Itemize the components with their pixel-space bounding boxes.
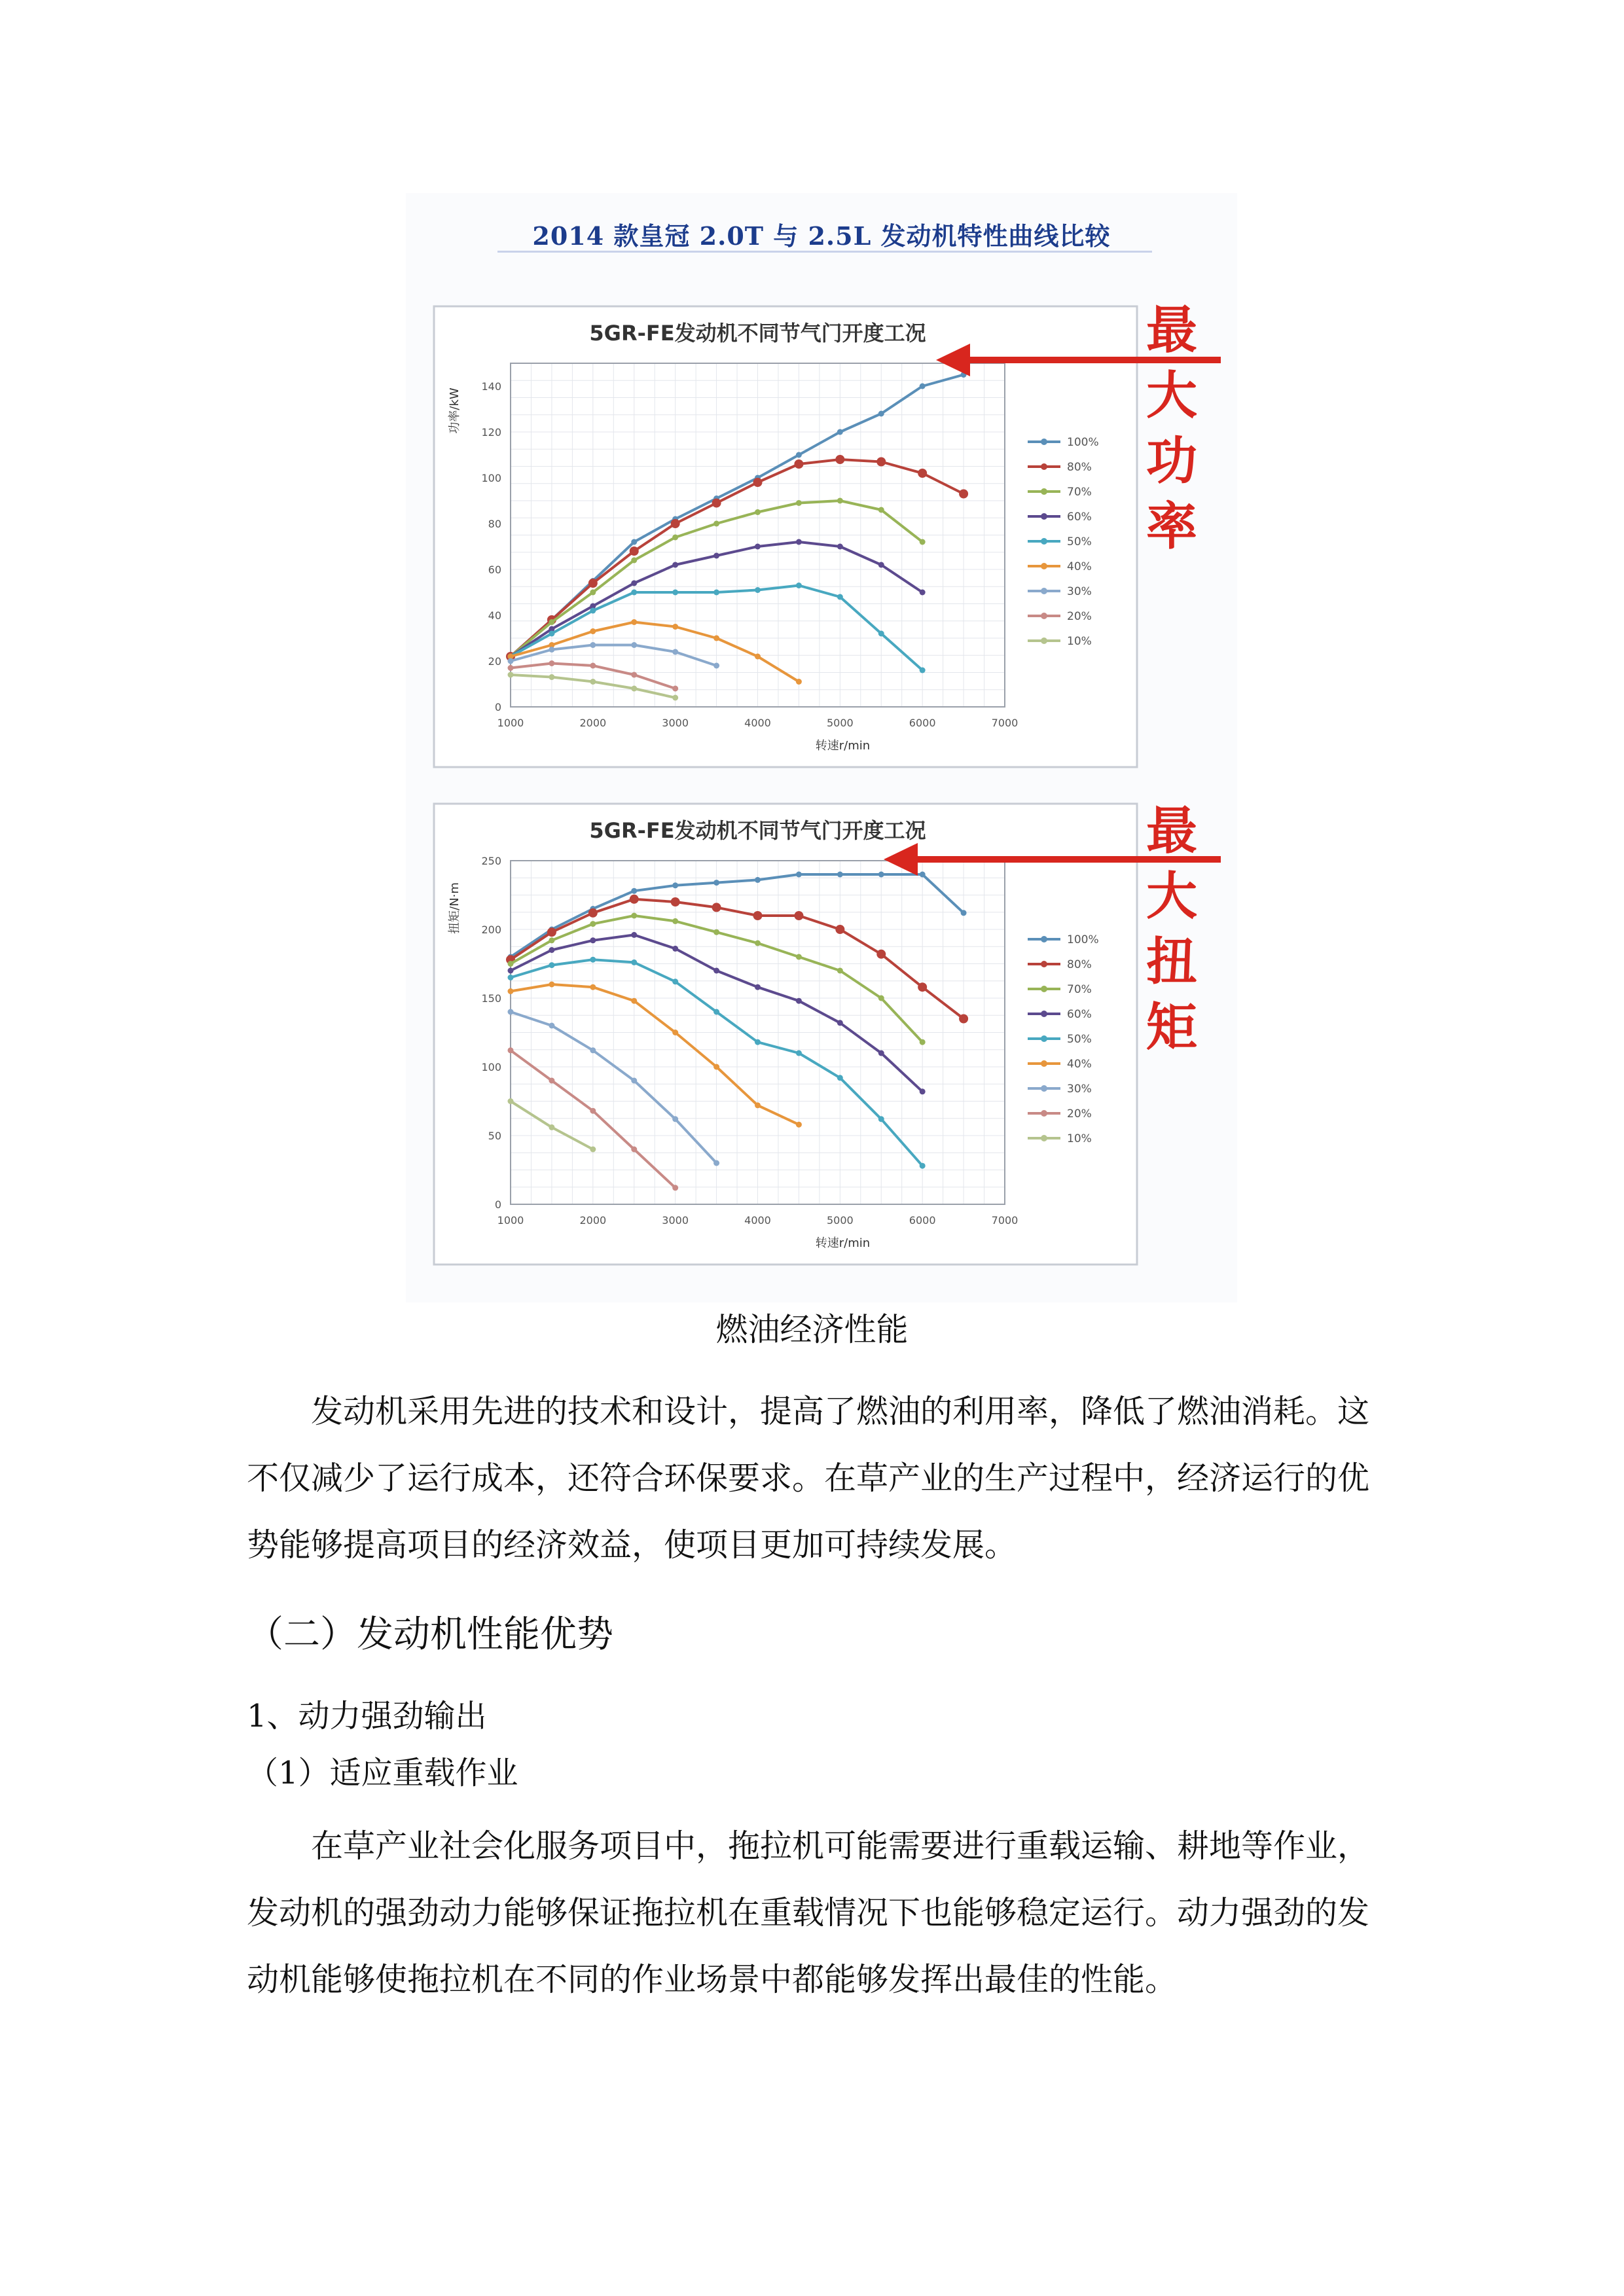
- legend-marker: [1041, 439, 1047, 445]
- text-line: 发动机采用先进的技术和设计，提高了燃油的利用率，降低了燃油消耗。: [311, 1393, 1338, 1430]
- data-point: [835, 455, 844, 464]
- y-tick-label: 60: [488, 564, 501, 576]
- x-tick-label: 3000: [662, 717, 689, 729]
- data-point: [712, 499, 721, 508]
- data-point: [755, 1102, 761, 1108]
- y-tick-label: 250: [481, 855, 501, 867]
- data-point: [755, 587, 761, 593]
- data-point: [631, 558, 637, 564]
- data-point: [672, 918, 678, 924]
- legend-label: 10%: [1067, 635, 1092, 648]
- data-point: [796, 998, 802, 1004]
- legend-marker: [1041, 1011, 1047, 1017]
- data-point: [547, 927, 556, 937]
- data-point: [794, 459, 803, 469]
- data-point: [755, 1039, 761, 1045]
- data-point: [713, 553, 719, 559]
- data-point: [549, 631, 554, 637]
- y-tick-label: 200: [481, 924, 501, 936]
- data-point: [631, 960, 637, 965]
- text-line: 业，发动机的强劲动力能够保证拖拉机在重载情况下也能够稳定运行。动力强: [247, 1827, 1370, 1931]
- data-point: [837, 429, 843, 435]
- data-point: [549, 660, 554, 666]
- data-point: [672, 686, 678, 692]
- data-point: [920, 1039, 926, 1045]
- x-tick-label: 1000: [497, 717, 524, 729]
- callout-char: 率: [1146, 497, 1197, 556]
- data-point: [713, 1064, 719, 1070]
- data-point: [590, 1047, 596, 1053]
- data-point: [713, 929, 719, 935]
- x-tick-label: 7000: [991, 1214, 1019, 1227]
- y-tick-label: 40: [488, 609, 501, 622]
- data-point: [590, 590, 596, 596]
- legend-label: 20%: [1067, 610, 1092, 623]
- data-point: [796, 500, 802, 506]
- data-point: [713, 968, 719, 974]
- data-point: [508, 1009, 514, 1015]
- data-point: [713, 590, 719, 596]
- legend-marker: [1041, 1035, 1047, 1042]
- x-tick-label: 7000: [991, 717, 1019, 729]
- data-point: [837, 872, 843, 878]
- data-point: [961, 910, 967, 916]
- data-point: [796, 954, 802, 960]
- data-point: [631, 1078, 637, 1084]
- engine-characteristic-figure: [406, 193, 1237, 1302]
- data-point: [796, 1050, 802, 1056]
- x-tick-label: 3000: [662, 1214, 689, 1227]
- data-point: [672, 649, 678, 655]
- legend-label: 80%: [1067, 461, 1092, 474]
- max-power-callout: [1142, 298, 1201, 560]
- data-point: [631, 888, 637, 894]
- x-tick-label: 4000: [744, 717, 771, 729]
- data-point: [794, 911, 803, 920]
- data-point: [549, 937, 554, 943]
- callout-char: 矩: [1146, 998, 1197, 1057]
- data-point: [878, 996, 884, 1001]
- x-tick-label: 5000: [826, 717, 854, 729]
- data-point: [631, 1147, 637, 1153]
- legend-label: 100%: [1067, 933, 1099, 946]
- y-tick-label: 20: [488, 655, 501, 668]
- legend-marker: [1041, 961, 1047, 967]
- data-point: [631, 932, 637, 938]
- legend-marker: [1041, 488, 1047, 495]
- data-point: [590, 957, 596, 963]
- data-point: [713, 1009, 719, 1015]
- data-point: [713, 1160, 719, 1166]
- x-tick-label: 2000: [579, 1214, 607, 1227]
- data-point: [590, 921, 596, 927]
- legend-marker: [1041, 1060, 1047, 1067]
- data-point: [878, 507, 884, 513]
- x-axis-label: 转速r/min: [815, 739, 871, 753]
- data-point: [590, 1108, 596, 1114]
- legend-marker: [1041, 463, 1047, 470]
- data-point: [920, 384, 926, 389]
- data-point: [878, 1050, 884, 1056]
- legend-marker: [1041, 563, 1047, 569]
- data-point: [508, 988, 514, 994]
- data-point: [672, 562, 678, 568]
- legend-marker: [1041, 513, 1047, 520]
- data-point: [755, 984, 761, 990]
- data-point: [549, 619, 554, 625]
- data-point: [837, 1020, 843, 1026]
- data-point: [672, 590, 678, 596]
- data-point: [672, 624, 678, 630]
- legend-label: 50%: [1067, 535, 1092, 548]
- data-point: [588, 579, 598, 588]
- data-point: [837, 498, 843, 504]
- legend-label: 70%: [1067, 486, 1092, 499]
- data-point: [549, 1078, 554, 1084]
- data-point: [590, 984, 596, 990]
- text-line: 的优势能够提高项目的经济效益，使项目更加可持续发展。: [247, 1460, 1370, 1564]
- data-point: [671, 897, 680, 906]
- y-tick-label: 120: [481, 426, 501, 439]
- y-axis-label: 功率/kW: [448, 387, 461, 434]
- data-point: [630, 895, 639, 904]
- data-point: [713, 636, 719, 641]
- legend-label: 80%: [1067, 958, 1092, 971]
- data-point: [549, 1023, 554, 1029]
- data-point: [631, 590, 637, 596]
- data-point: [590, 663, 596, 669]
- legend-label: 70%: [1067, 983, 1092, 996]
- legend-marker: [1041, 1135, 1047, 1141]
- data-point: [672, 695, 678, 701]
- data-point: [549, 647, 554, 653]
- max-torque-callout: [1142, 798, 1201, 1060]
- legend-label: 30%: [1067, 1083, 1092, 1096]
- data-point: [712, 903, 721, 912]
- text-line: 劲的发动机能够使拖拉机在不同的作业场景中都能够发挥出最佳的性能。: [247, 1894, 1370, 1998]
- x-tick-label: 5000: [826, 1214, 854, 1227]
- callout-char: 大: [1146, 867, 1197, 926]
- y-tick-label: 80: [488, 518, 501, 530]
- paragraph-fuel-economy: [247, 1378, 1379, 1579]
- data-point: [920, 1088, 926, 1094]
- x-tick-label: 2000: [579, 717, 607, 729]
- legend-marker: [1041, 936, 1047, 942]
- data-point: [796, 583, 802, 588]
- data-point: [631, 998, 637, 1004]
- chart-title: 5GR-FE发动机不同节气门开度工况: [589, 321, 926, 346]
- legend-marker: [1041, 1110, 1047, 1117]
- data-point: [508, 975, 514, 980]
- figure-title-underline: [497, 251, 1152, 253]
- data-point: [835, 925, 844, 934]
- data-point: [878, 411, 884, 417]
- legend-label: 60%: [1067, 1008, 1092, 1021]
- data-point: [837, 1075, 843, 1081]
- x-tick-label: 4000: [744, 1214, 771, 1227]
- figure-caption: 燃油经济性能: [715, 1311, 909, 1348]
- x-tick-label: 6000: [909, 1214, 936, 1227]
- data-point: [753, 911, 763, 920]
- data-point: [837, 968, 843, 974]
- legend-marker: [1041, 588, 1047, 594]
- data-point: [508, 961, 514, 967]
- subsubsection-heading: （1）适应重载作业: [247, 1755, 518, 1791]
- legend-label: 40%: [1067, 560, 1092, 573]
- y-tick-label: 0: [494, 1198, 501, 1211]
- data-point: [796, 679, 802, 685]
- data-point: [755, 544, 761, 550]
- legend-marker: [1041, 637, 1047, 644]
- data-point: [672, 535, 678, 541]
- data-point: [631, 539, 637, 545]
- data-point: [713, 663, 719, 669]
- data-point: [755, 877, 761, 883]
- data-point: [876, 457, 886, 467]
- data-point: [590, 608, 596, 614]
- data-point: [508, 1047, 514, 1053]
- legend-label: 40%: [1067, 1058, 1092, 1071]
- legend-marker: [1041, 986, 1047, 992]
- data-point: [508, 1098, 514, 1104]
- x-tick-label: 1000: [497, 1214, 524, 1227]
- y-tick-label: 140: [481, 380, 501, 393]
- legend-label: 30%: [1067, 585, 1092, 598]
- text-line: 这不仅减少了运行成本，还符合环保要求。在草产业的生产过程中，经济运行: [247, 1393, 1370, 1497]
- data-point: [920, 1163, 926, 1169]
- data-point: [590, 1147, 596, 1153]
- section-heading: （二）发动机性能优势: [247, 1613, 613, 1656]
- data-point: [672, 1185, 678, 1191]
- data-point: [796, 1122, 802, 1128]
- legend-marker: [1041, 538, 1047, 545]
- legend-marker: [1041, 613, 1047, 619]
- chart-title: 5GR-FE发动机不同节气门开度工况: [589, 818, 926, 843]
- data-point: [588, 908, 598, 918]
- data-point: [671, 519, 680, 528]
- data-point: [876, 950, 886, 959]
- data-point: [959, 490, 968, 499]
- data-point: [713, 521, 719, 527]
- legend-label: 10%: [1067, 1132, 1092, 1145]
- data-point: [959, 1014, 968, 1024]
- legend-label: 50%: [1067, 1033, 1092, 1046]
- data-point: [672, 946, 678, 952]
- data-point: [755, 654, 761, 660]
- data-point: [713, 880, 719, 886]
- data-point: [590, 937, 596, 943]
- data-point: [755, 509, 761, 515]
- y-tick-label: 100: [481, 1061, 501, 1073]
- data-point: [753, 478, 763, 487]
- data-point: [918, 982, 927, 992]
- callout-char: 最: [1146, 802, 1197, 861]
- data-point: [796, 539, 802, 545]
- data-point: [672, 1030, 678, 1035]
- legend-label: 60%: [1067, 511, 1092, 524]
- legend-label: 20%: [1067, 1107, 1092, 1121]
- x-axis-label: 转速r/min: [815, 1236, 871, 1250]
- data-point: [508, 968, 514, 974]
- x-tick-label: 6000: [909, 717, 936, 729]
- data-point: [508, 672, 514, 678]
- data-point: [920, 539, 926, 545]
- data-point: [549, 947, 554, 953]
- data-point: [549, 674, 554, 680]
- data-point: [631, 686, 637, 692]
- data-point: [837, 544, 843, 550]
- data-point: [672, 1116, 678, 1122]
- y-tick-label: 0: [494, 701, 501, 713]
- data-point: [878, 631, 884, 637]
- legend-marker: [1041, 1085, 1047, 1092]
- data-point: [590, 642, 596, 648]
- data-point: [920, 668, 926, 673]
- legend-label: 100%: [1067, 436, 1099, 449]
- data-point: [631, 913, 637, 919]
- callout-char: 最: [1146, 301, 1197, 360]
- data-point: [672, 882, 678, 888]
- data-point: [672, 978, 678, 984]
- figure-title: 2014 款皇冠 2.0T 与 2.5L 发动机特性曲线比较: [532, 221, 1111, 251]
- data-point: [508, 658, 514, 664]
- subsection-heading: 1、动力强劲输出: [247, 1698, 487, 1734]
- y-tick-label: 100: [481, 472, 501, 484]
- data-point: [631, 672, 637, 678]
- data-point: [918, 469, 927, 478]
- data-point: [631, 642, 637, 648]
- callout-char: 大: [1146, 367, 1197, 425]
- data-point: [549, 962, 554, 968]
- text-line: 在草产业社会化服务项目中，拖拉机可能需要进行重载运输、耕地等作: [311, 1827, 1306, 1865]
- data-point: [755, 941, 761, 946]
- data-point: [549, 982, 554, 988]
- data-point: [590, 679, 596, 685]
- data-point: [549, 1124, 554, 1130]
- data-point: [631, 619, 637, 625]
- data-point: [878, 562, 884, 568]
- data-point: [590, 628, 596, 634]
- data-point: [878, 1116, 884, 1122]
- data-point: [630, 547, 639, 556]
- data-point: [837, 594, 843, 600]
- callout-char: 扭: [1146, 933, 1197, 992]
- callout-char: 功: [1146, 432, 1197, 491]
- data-point: [508, 665, 514, 671]
- data-point: [920, 590, 926, 596]
- y-tick-label: 150: [481, 992, 501, 1005]
- data-point: [796, 452, 802, 458]
- data-point: [631, 581, 637, 586]
- data-point: [796, 872, 802, 878]
- paragraph-heavy-load: [247, 1813, 1379, 2013]
- y-axis-label: 扭矩/N·m: [448, 882, 461, 934]
- y-tick-label: 50: [488, 1130, 501, 1142]
